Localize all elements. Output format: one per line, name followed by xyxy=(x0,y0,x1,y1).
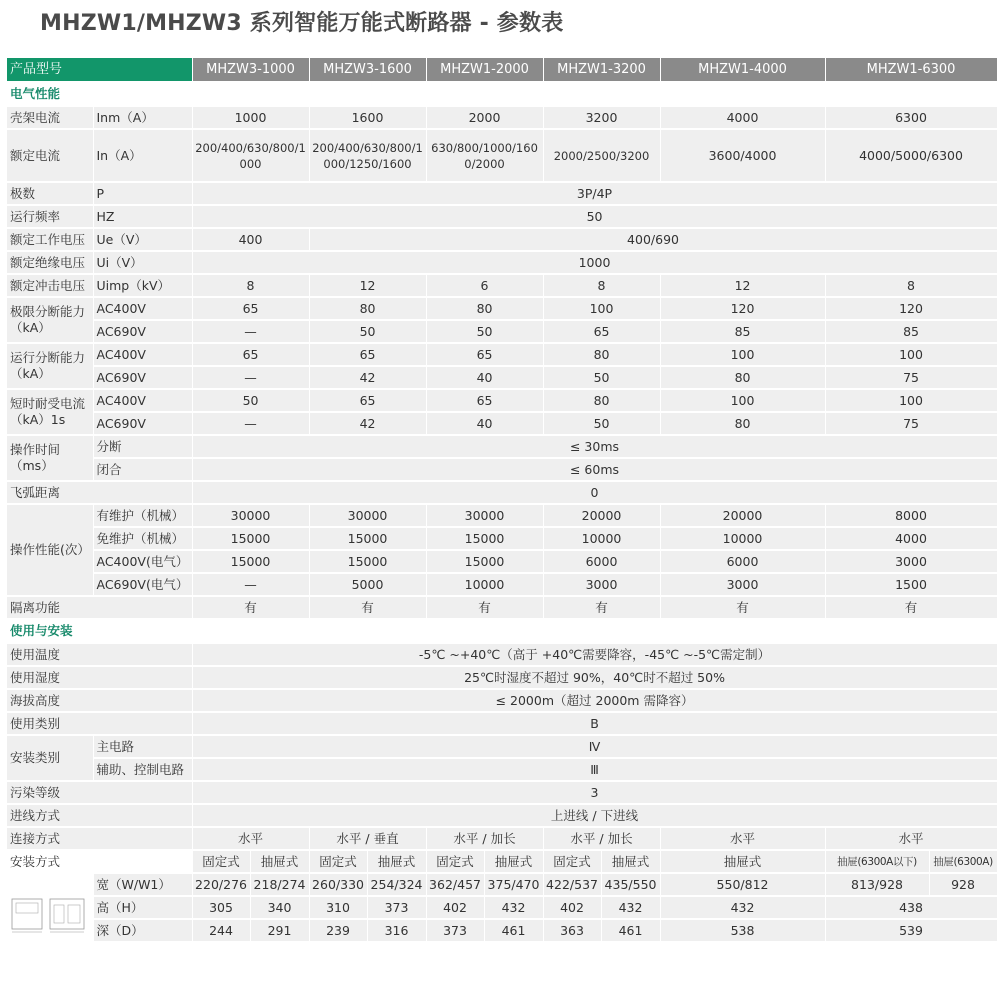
table-row xyxy=(7,389,997,412)
row-sub-label: AC400V(电气） xyxy=(93,550,192,573)
parameter-table xyxy=(7,58,998,943)
table-cell: 30000 xyxy=(192,504,309,527)
table-cell: 10000 xyxy=(426,573,543,596)
table-cell: 316 xyxy=(367,919,426,942)
table-cell: 抽屉式 xyxy=(367,850,426,873)
page-title: MHZW1/MHZW3 系列智能万能式断路器 - 参数表 xyxy=(40,11,564,36)
table-cell: 80 xyxy=(543,343,660,366)
table-row xyxy=(7,481,997,504)
table-cell: 813/928 xyxy=(825,873,929,896)
row-unit: Ui（V） xyxy=(93,251,192,274)
row-label: 短时耐受电流（kA）1s xyxy=(7,389,93,435)
table-cell: 5000 xyxy=(309,573,426,596)
row-label: 额定绝缘电压 xyxy=(7,251,93,274)
table-row xyxy=(7,297,997,320)
table-cell: 80 xyxy=(660,366,825,389)
table-cell: 固定式 xyxy=(192,850,250,873)
table-cell: 218/274 xyxy=(250,873,309,896)
table-cell: 65 xyxy=(543,320,660,343)
row-sub-label: AC690V xyxy=(93,366,192,389)
table-cell: B xyxy=(192,712,997,735)
table-row xyxy=(7,412,997,435)
table-cell: 3000 xyxy=(543,573,660,596)
table-cell: 8 xyxy=(543,274,660,297)
table-cell: 6300 xyxy=(825,106,997,129)
table-cell: 75 xyxy=(825,366,997,389)
table-row xyxy=(7,435,997,458)
table-cell: 100 xyxy=(660,343,825,366)
table-cell: 2000 xyxy=(426,106,543,129)
table-cell: 有 xyxy=(543,596,660,619)
row-label: 操作时间（ms） xyxy=(7,435,93,481)
row-label: 安装类别 xyxy=(7,735,93,781)
table-cell: 12 xyxy=(309,274,426,297)
table-cell: 50 xyxy=(192,205,997,228)
table-cell: 0 xyxy=(192,481,997,504)
table-cell: 6000 xyxy=(543,550,660,573)
table-cell: 432 xyxy=(484,896,543,919)
table-row xyxy=(7,550,997,573)
table-cell: 400 xyxy=(192,228,309,251)
table-cell: 50 xyxy=(192,389,309,412)
table-cell: 有 xyxy=(825,596,997,619)
table-cell: 310 xyxy=(309,896,367,919)
table-cell: 100 xyxy=(825,389,997,412)
table-cell: 15000 xyxy=(309,550,426,573)
table-cell: 100 xyxy=(825,343,997,366)
row-label: 海拔高度 xyxy=(7,689,192,712)
table-cell: 15000 xyxy=(426,527,543,550)
row-label: 隔离功能 xyxy=(7,596,192,619)
table-cell: 3000 xyxy=(660,573,825,596)
table-cell: 65 xyxy=(426,343,543,366)
table-cell: 50 xyxy=(426,320,543,343)
table-cell: 85 xyxy=(825,320,997,343)
table-row xyxy=(7,689,997,712)
row-sub-label: AC690V xyxy=(93,412,192,435)
row-label: 极数 xyxy=(7,182,93,205)
table-cell: ≤ 30ms xyxy=(192,435,997,458)
section-title: 使用与安装 xyxy=(7,619,997,643)
table-cell: 75 xyxy=(825,412,997,435)
table-cell: 80 xyxy=(426,297,543,320)
table-cell: 928 xyxy=(929,873,997,896)
row-sub-label: 免维护（机械） xyxy=(93,527,192,550)
row-label: 使用湿度 xyxy=(7,666,192,689)
table-cell: 3600/4000 xyxy=(660,129,825,182)
table-cell: 水平 / 垂直 xyxy=(309,827,426,850)
model-header: MHZW3-1000 xyxy=(192,58,309,82)
table-cell: 3 xyxy=(192,781,997,804)
table-cell: 20000 xyxy=(543,504,660,527)
table-cell: 254/324 xyxy=(367,873,426,896)
table-cell: 80 xyxy=(543,389,660,412)
table-cell: 65 xyxy=(426,389,543,412)
table-cell: 15000 xyxy=(192,550,309,573)
table-cell: 10000 xyxy=(660,527,825,550)
table-cell: 1500 xyxy=(825,573,997,596)
row-unit: Ue（V） xyxy=(93,228,192,251)
table-row xyxy=(7,573,997,596)
table-cell: 上进线 / 下进线 xyxy=(192,804,997,827)
row-unit: Inm（A） xyxy=(93,106,192,129)
table-cell: 50 xyxy=(543,412,660,435)
row-unit: P xyxy=(93,182,192,205)
row-label: 使用类别 xyxy=(7,712,192,735)
table-cell: 抽屉(6300A) xyxy=(929,850,997,873)
table-cell: 40 xyxy=(426,412,543,435)
table-cell: 85 xyxy=(660,320,825,343)
row-label: 壳架电流 xyxy=(7,106,93,129)
row-sub-label: 宽（W/W1） xyxy=(93,873,192,896)
table-row xyxy=(7,896,997,919)
model-header: MHZW1-3200 xyxy=(543,58,660,82)
table-row xyxy=(7,251,997,274)
table-cell: 65 xyxy=(309,389,426,412)
row-label: 进线方式 xyxy=(7,804,192,827)
table-cell: 15000 xyxy=(426,550,543,573)
table-cell: 6000 xyxy=(660,550,825,573)
table-cell: 固定式 xyxy=(426,850,484,873)
table-row xyxy=(7,827,997,850)
table-cell: 438 xyxy=(825,896,997,919)
table-row xyxy=(7,320,997,343)
table-cell: 244 xyxy=(192,919,250,942)
table-cell: 固定式 xyxy=(309,850,367,873)
row-label: 额定工作电压 xyxy=(7,228,93,251)
table-cell: 550/812 xyxy=(660,873,825,896)
table-cell: 3200 xyxy=(543,106,660,129)
table-cell: 固定式 xyxy=(543,850,601,873)
table-cell: Ⅳ xyxy=(192,735,997,758)
row-sub-label: 主电路 xyxy=(93,735,192,758)
table-cell: 65 xyxy=(192,297,309,320)
table-row xyxy=(7,758,997,781)
table-row xyxy=(7,205,997,228)
table-cell: — xyxy=(192,366,309,389)
table-cell: 30000 xyxy=(426,504,543,527)
breaker-dimension-icon xyxy=(10,891,88,935)
table-cell: 220/276 xyxy=(192,873,250,896)
table-cell: 水平 / 加长 xyxy=(426,827,543,850)
table-cell: 6 xyxy=(426,274,543,297)
row-label: 安装方式 xyxy=(7,850,93,873)
row-label: 使用温度 xyxy=(7,643,192,666)
table-row xyxy=(7,343,997,366)
table-cell: 120 xyxy=(825,297,997,320)
row-label: 运行频率 xyxy=(7,205,93,228)
table-cell: 400/690 xyxy=(309,228,997,251)
table-cell: 50 xyxy=(543,366,660,389)
table-row xyxy=(7,804,997,827)
table-cell: 有 xyxy=(660,596,825,619)
table-cell: 100 xyxy=(660,389,825,412)
table-row xyxy=(7,182,997,205)
table-row xyxy=(7,781,997,804)
table-row xyxy=(7,919,997,942)
table-cell: 水平 / 加长 xyxy=(543,827,660,850)
table-cell: 305 xyxy=(192,896,250,919)
row-unit: HZ xyxy=(93,205,192,228)
table-cell: 水平 xyxy=(192,827,309,850)
table-row xyxy=(7,712,997,735)
table-cell: 4000/5000/6300 xyxy=(825,129,997,182)
table-cell: 1000 xyxy=(192,106,309,129)
table-cell: 30000 xyxy=(309,504,426,527)
table-cell: 8 xyxy=(192,274,309,297)
row-sub-label: 高（H） xyxy=(93,896,192,919)
table-cell: 373 xyxy=(367,896,426,919)
section-row xyxy=(7,619,997,643)
row-unit: Uimp（kV） xyxy=(93,274,192,297)
table-row xyxy=(7,666,997,689)
dimension-figure xyxy=(7,873,93,942)
table-row xyxy=(7,106,997,129)
row-label: 操作性能(次） xyxy=(7,504,93,596)
table-row xyxy=(7,643,997,666)
row-sub-label: AC400V xyxy=(93,297,192,320)
row-label: 连接方式 xyxy=(7,827,192,850)
table-cell: 有 xyxy=(192,596,309,619)
table-cell: 抽屉式 xyxy=(660,850,825,873)
table-cell: 363 xyxy=(543,919,601,942)
table-cell: 抽屉式 xyxy=(250,850,309,873)
table-row xyxy=(7,873,997,896)
row-sub-label: AC690V(电气） xyxy=(93,573,192,596)
table-cell: 422/537 xyxy=(543,873,601,896)
table-row xyxy=(7,504,997,527)
table-cell: 362/457 xyxy=(426,873,484,896)
row-label: 极限分断能力（kA） xyxy=(7,297,93,343)
table-cell: 65 xyxy=(309,343,426,366)
table-cell: 3P/4P xyxy=(192,182,997,205)
table-cell: 有 xyxy=(309,596,426,619)
table-cell: 15000 xyxy=(309,527,426,550)
table-cell: 1600 xyxy=(309,106,426,129)
row-sub-label: AC690V xyxy=(93,320,192,343)
model-header: MHZW3-1600 xyxy=(309,58,426,82)
table-cell: 20000 xyxy=(660,504,825,527)
table-cell: 461 xyxy=(601,919,660,942)
model-header: MHZW1-4000 xyxy=(660,58,825,82)
table-cell: ≤ 60ms xyxy=(192,458,997,481)
table-cell: 1000 xyxy=(192,251,997,274)
row-label: 污染等级 xyxy=(7,781,192,804)
row-unit: In（A） xyxy=(93,129,192,182)
table-cell: 8000 xyxy=(825,504,997,527)
table-cell: 8 xyxy=(825,274,997,297)
table-row xyxy=(7,129,997,182)
table-cell: 432 xyxy=(660,896,825,919)
table-cell: 3000 xyxy=(825,550,997,573)
table-row xyxy=(7,735,997,758)
table-row xyxy=(7,228,997,251)
row-sub-label: 深（D） xyxy=(93,919,192,942)
table-cell: 80 xyxy=(309,297,426,320)
row-sub-label: 有维护（机械） xyxy=(93,504,192,527)
table-cell: 水平 xyxy=(660,827,825,850)
table-cell: 402 xyxy=(426,896,484,919)
table-cell: 水平 xyxy=(825,827,997,850)
row-label: 额定电流 xyxy=(7,129,93,182)
table-row xyxy=(7,850,997,873)
section-title: 电气性能 xyxy=(7,82,997,106)
table-cell: 2000/2500/3200 xyxy=(543,129,660,182)
table-cell: 375/470 xyxy=(484,873,543,896)
section-row xyxy=(7,82,997,106)
table-cell: 432 xyxy=(601,896,660,919)
table-cell: 239 xyxy=(309,919,367,942)
table-cell: ≤ 2000m（超过 2000m 需降容） xyxy=(192,689,997,712)
table-cell: 538 xyxy=(660,919,825,942)
table-cell: — xyxy=(192,412,309,435)
header-row xyxy=(7,58,997,82)
table-cell: 25℃时湿度不超过 90%，40℃时不超过 50% xyxy=(192,666,997,689)
table-cell: 291 xyxy=(250,919,309,942)
table-cell: — xyxy=(192,573,309,596)
table-row xyxy=(7,458,997,481)
table-cell: 4000 xyxy=(660,106,825,129)
table-cell: 340 xyxy=(250,896,309,919)
table-cell: 373 xyxy=(426,919,484,942)
model-header: MHZW1-6300 xyxy=(825,58,997,82)
table-cell: 435/550 xyxy=(601,873,660,896)
table-cell: 260/330 xyxy=(309,873,367,896)
row-sub-label: 闭合 xyxy=(93,458,192,481)
table-cell: 抽屉式 xyxy=(601,850,660,873)
row-sub-label: AC400V xyxy=(93,343,192,366)
table-row xyxy=(7,596,997,619)
table-cell: 12 xyxy=(660,274,825,297)
row-label: 运行分断能力（kA） xyxy=(7,343,93,389)
table-cell: 100 xyxy=(543,297,660,320)
table-cell: 80 xyxy=(660,412,825,435)
table-cell: Ⅲ xyxy=(192,758,997,781)
row-label: 飞弧距离 xyxy=(7,481,192,504)
table-cell: 42 xyxy=(309,412,426,435)
table-cell: 200/400/630/800/1000 xyxy=(192,129,309,182)
table-cell: 120 xyxy=(660,297,825,320)
table-cell: 10000 xyxy=(543,527,660,550)
table-cell: 65 xyxy=(192,343,309,366)
row-sub-label: 分断 xyxy=(93,435,192,458)
table-cell: — xyxy=(192,320,309,343)
table-cell: -5℃ ~+40℃（高于 +40℃需要降容，-45℃ ~-5℃需定制） xyxy=(192,643,997,666)
table-row xyxy=(7,527,997,550)
table-cell: 40 xyxy=(426,366,543,389)
table-cell: 抽屉式 xyxy=(484,850,543,873)
table-cell: 有 xyxy=(426,596,543,619)
header-model-label: 产品型号 xyxy=(7,58,192,82)
row-sub-label: AC400V xyxy=(93,389,192,412)
table-cell: 抽屉(6300A以下) xyxy=(825,850,929,873)
table-cell: 461 xyxy=(484,919,543,942)
table-row xyxy=(7,366,997,389)
table-cell: 402 xyxy=(543,896,601,919)
table-cell: 4000 xyxy=(825,527,997,550)
table-cell: 200/400/630/800/1000/1250/1600 xyxy=(309,129,426,182)
table-row xyxy=(7,274,997,297)
model-header: MHZW1-2000 xyxy=(426,58,543,82)
table-cell: 15000 xyxy=(192,527,309,550)
table-cell: 50 xyxy=(309,320,426,343)
row-sub-label: 辅助、控制电路 xyxy=(93,758,192,781)
table-cell: 539 xyxy=(825,919,997,942)
table-cell: 630/800/1000/1600/2000 xyxy=(426,129,543,182)
table-cell: 42 xyxy=(309,366,426,389)
row-label: 额定冲击电压 xyxy=(7,274,93,297)
blank-cell xyxy=(93,850,192,873)
